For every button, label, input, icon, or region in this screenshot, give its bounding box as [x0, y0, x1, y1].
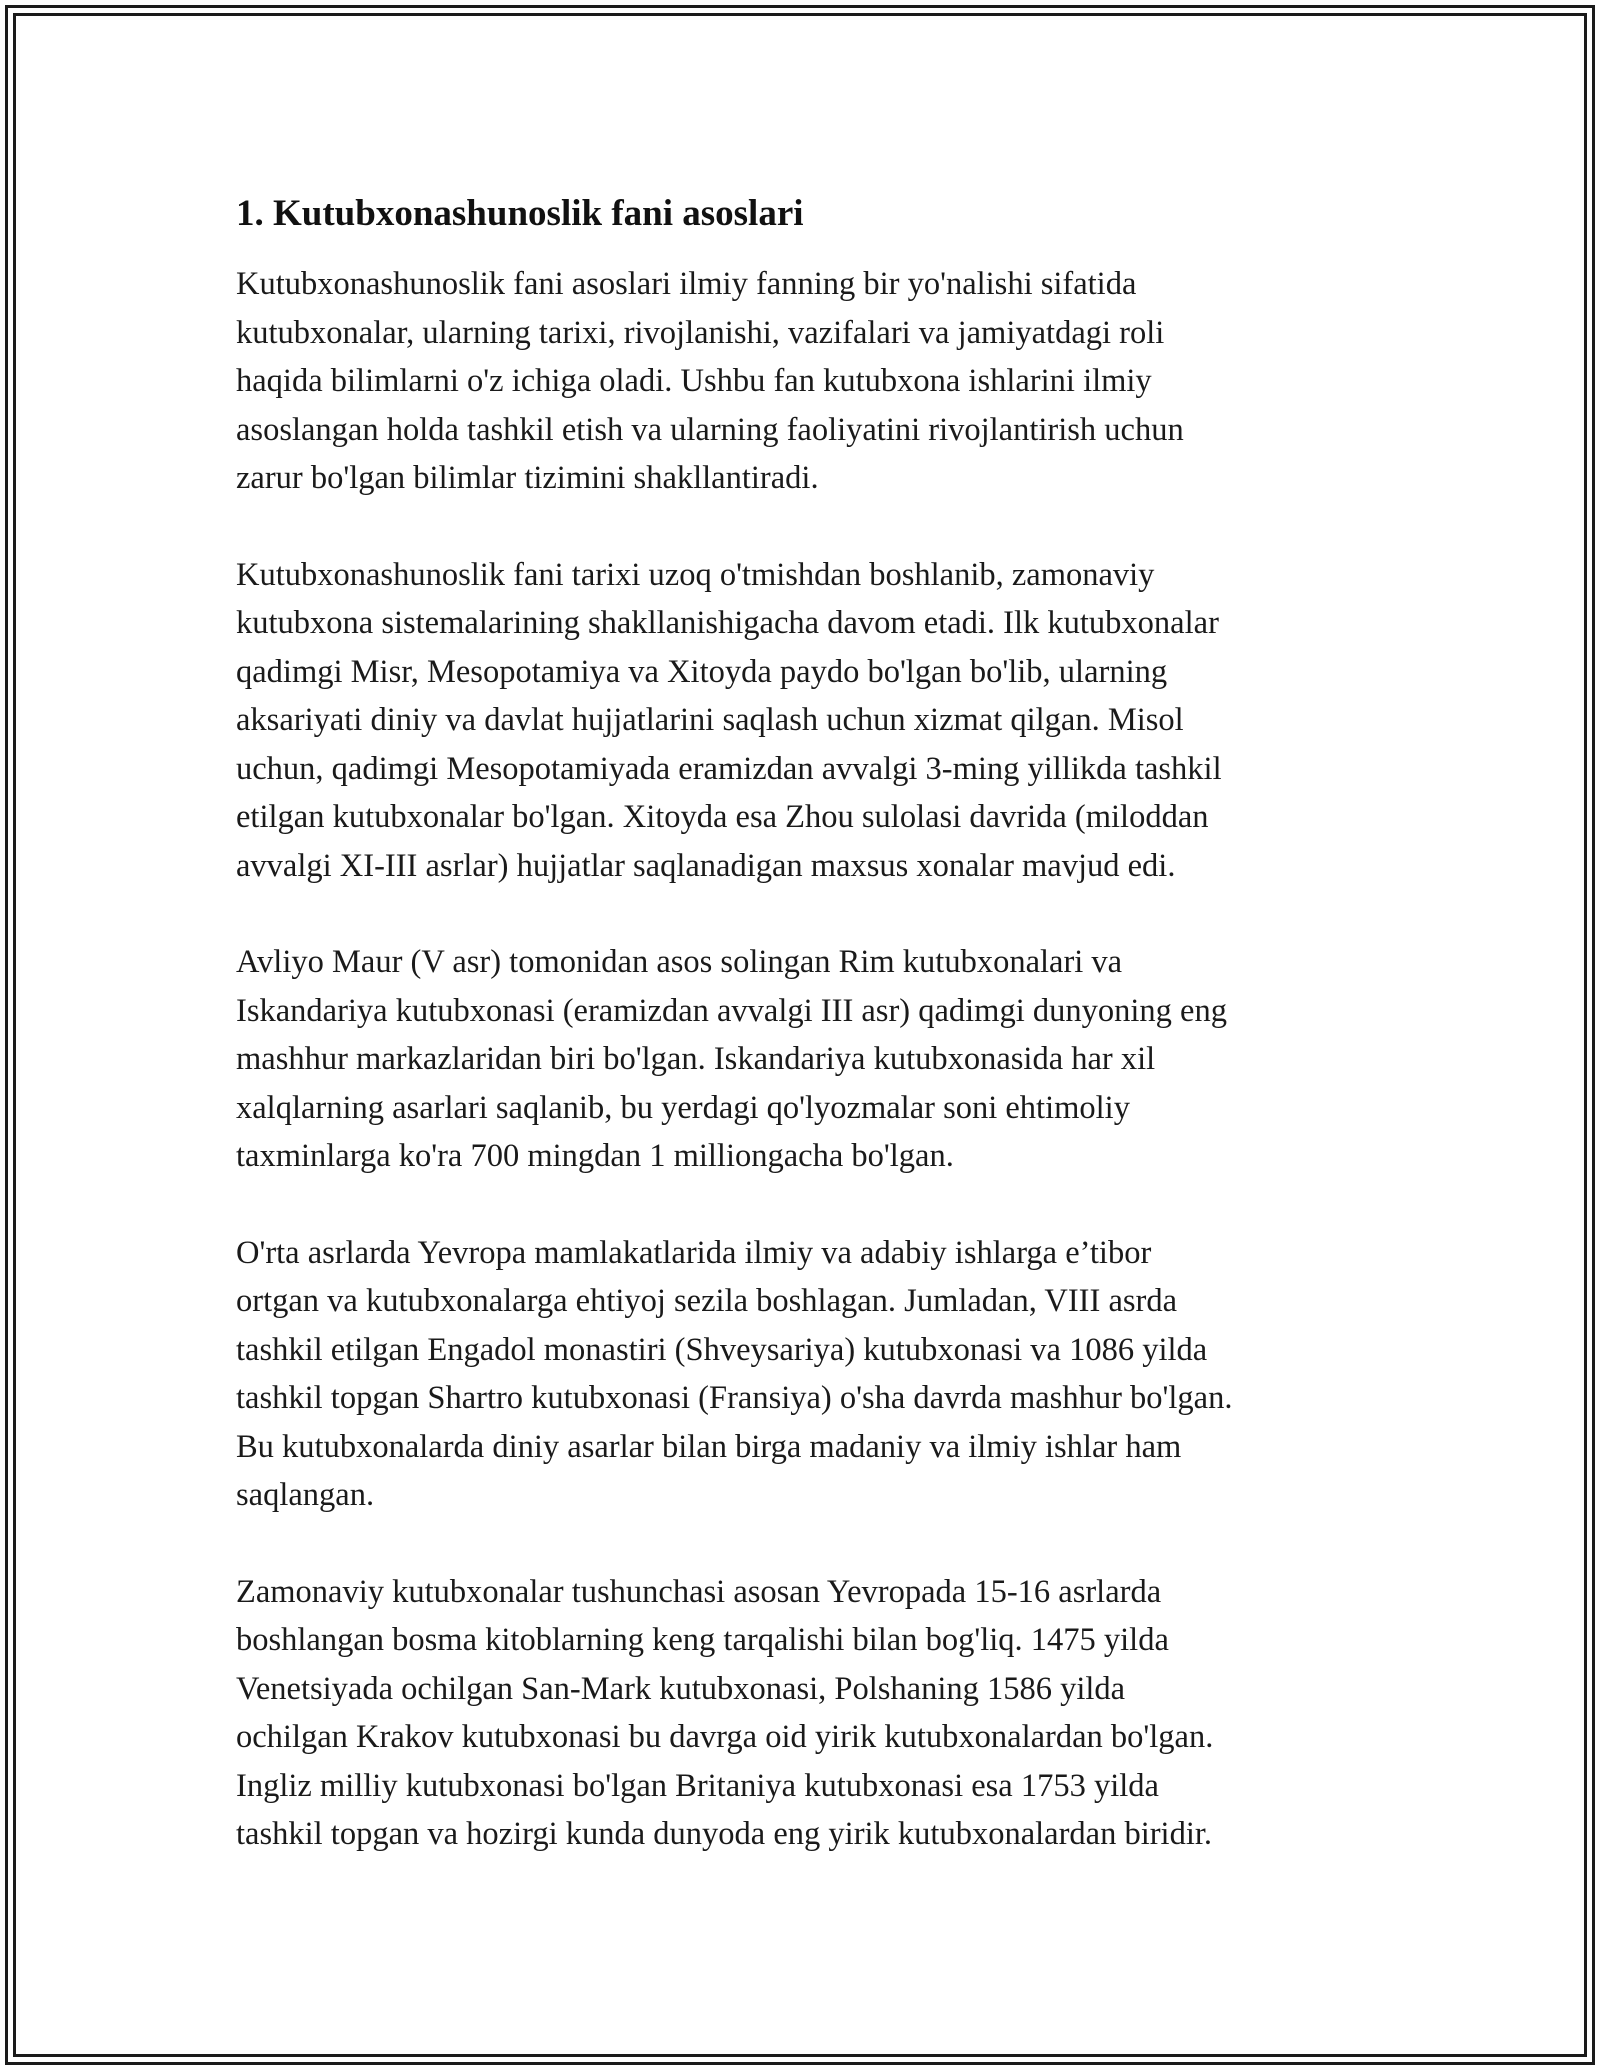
text-line: tashkil topgan va hozirgi kunda dunyoda eng yirik kutubxonalardan biridir.: [236, 1816, 1213, 1852]
text-line: uchun, qadimgi Mesopotamiyada eramizdan avvalgi 3-ming yillikda tashkil: [236, 750, 1222, 787]
text-line: xalqlarning asarlari saqlanib, bu yerdagi qo'lyozmalar soni ehtimoliy: [236, 1089, 1130, 1126]
text-line: Venetsiyada ochilgan San-Mark kutubxonasi, Polshaning 1586 yilda: [236, 1670, 1126, 1707]
paragraph-container: [236, 260, 1366, 1859]
text-line: boshlangan bosma kitoblarning keng tarqalishi bilan bog'liq. 1475 yilda: [236, 1622, 1169, 1658]
text-line: zarur bo'lgan bilimlar tizimini shakllantiradi.: [236, 460, 819, 496]
text-line: asoslangan holda tashkil etish va ularning faoliyatini rivojlantirish uchun: [236, 411, 1184, 448]
text-line: avvalgi XI-III asrlar) hujjatlar saqlanadigan maxsus xonalar mavjud edi.: [236, 847, 1176, 884]
paragraph-4: [236, 1229, 1366, 1520]
text-line: ortgan va kutubxonalarga ehtiyoj sezila boshlagan. Jumladan, VIII asrda: [236, 1283, 1178, 1319]
text-line: Bu kutubxonalarda diniy asarlar bilan birga madaniy va ilmiy ishlar ham: [236, 1428, 1182, 1465]
text-line: O'rta asrlarda Yevropa mamlakatlarida ilmiy va adabiy ishlarga e’tibor: [236, 1234, 1152, 1271]
text-line: Avliyo Maur (V asr) tomonidan asos solingan Rim kutubxonalari va: [236, 944, 1123, 980]
text-line: ochilgan Krakov kutubxonasi bu davrga oid yirik kutubxonalardan bo'lgan.: [236, 1719, 1214, 1755]
paragraph-5: [236, 1568, 1366, 1859]
text-line: Iskandariya kutubxonasi (eramizdan avvalgi III asr) qadimgi dunyoning eng: [236, 992, 1227, 1029]
text-line: kutubxonalar, ularning tarixi, rivojlanishi, vazifalari va jamiyatdagi roli: [236, 314, 1165, 351]
text-line: Kutubxonashunoslik fani tarixi uzoq o'tmishdan boshlanib, zamonaviy: [236, 556, 1155, 593]
text-line: tashkil etilgan Engadol monastiri (Shveysariya) kutubxonasi va 1086 yilda: [236, 1331, 1208, 1368]
document-body: [236, 190, 1366, 1907]
text-line: aksariyati diniy va davlat hujjatlarini saqlash uchun xizmat qilgan. Misol: [236, 702, 1184, 738]
text-line: tashkil topgan Shartro kutubxonasi (Fransiya) o'sha davrda mashhur bo'lgan.: [236, 1380, 1233, 1416]
section-heading: 1. Kutubxonashunoslik fani asoslari: [236, 193, 804, 234]
text-line: taxminlarga ko'ra 700 mingdan 1 milliongacha bo'lgan.: [236, 1138, 954, 1174]
paragraph-2: [236, 551, 1366, 891]
text-line: mashhur markazlaridan biri bo'lgan. Iskandariya kutubxonasida har xil: [236, 1041, 1156, 1077]
paragraph-3: [236, 938, 1366, 1181]
text-line: qadimgi Misr, Mesopotamiya va Xitoyda paydo bo'lgan bo'lib, ularning: [236, 653, 1168, 690]
text-line: etilgan kutubxonalar bo'lgan. Xitoyda esa Zhou sulolasi davrida (miloddan: [236, 799, 1209, 835]
text-line: Zamonaviy kutubxonalar tushunchasi asosan Yevropada 15-16 asrlarda: [236, 1573, 1162, 1610]
text-line: kutubxona sistemalarining shakllanishigacha davom etadi. Ilk kutubxonalar: [236, 605, 1219, 641]
paragraph-1: [236, 260, 1366, 503]
text-line: Kutubxonashunoslik fani asoslari ilmiy fanning bir yo'nalishi sifatida: [236, 266, 1137, 302]
text-line: Ingliz milliy kutubxonasi bo'lgan Britaniya kutubxonasi esa 1753 yilda: [236, 1767, 1159, 1804]
text-line: haqida bilimlarni o'z ichiga oladi. Ushbu fan kutubxona ishlarini ilmiy: [236, 363, 1152, 399]
text-line: saqlangan.: [236, 1477, 375, 1513]
